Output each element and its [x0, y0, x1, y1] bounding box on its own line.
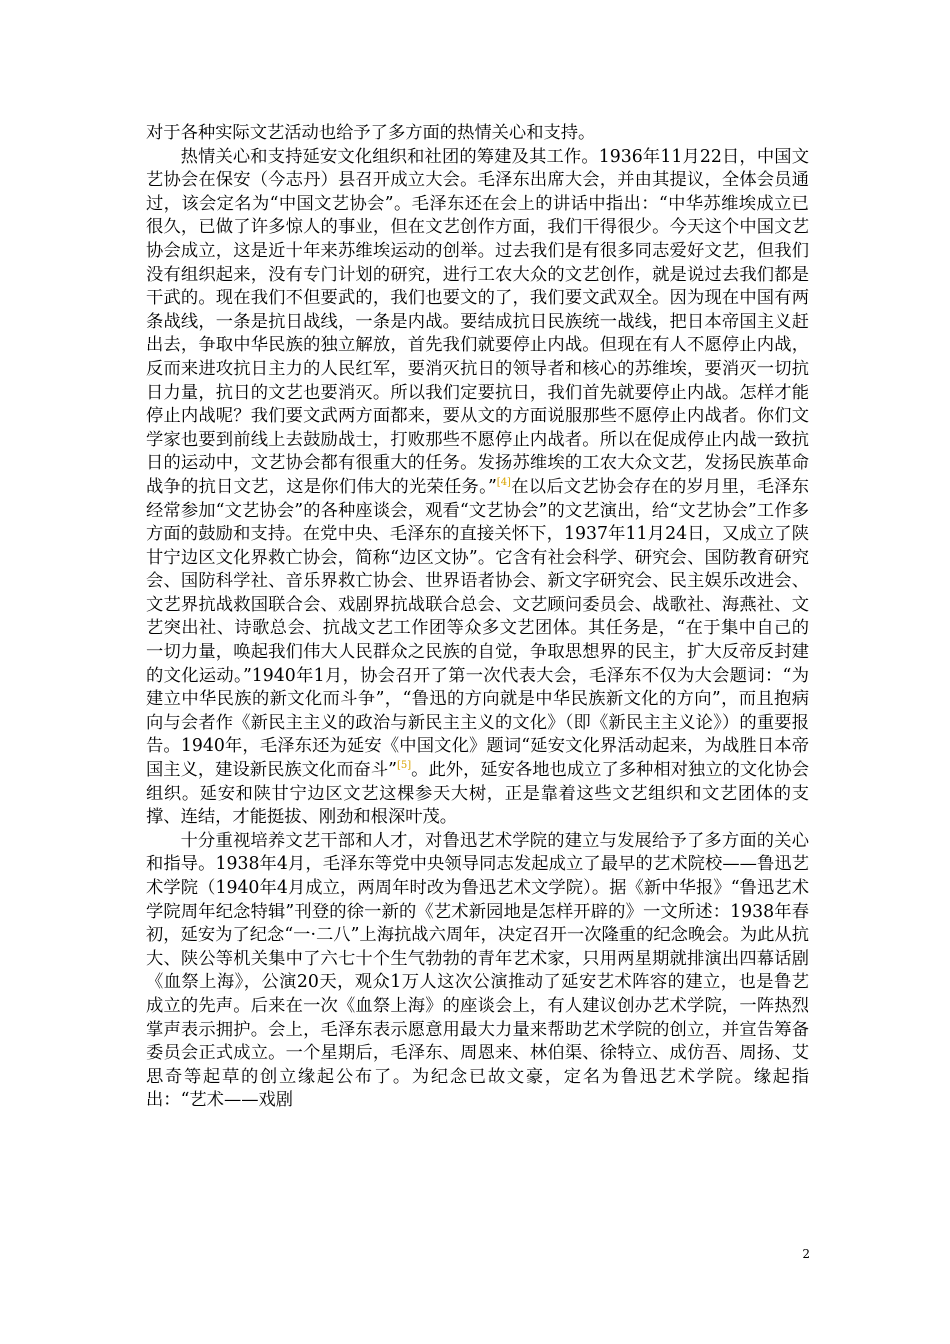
paragraph-text: 在以后文艺协会存在的岁月里，毛泽东经常参加“文艺协会”的各种座谈会，观看“文艺协会”的文艺演出，给“文艺协会”工作多方面的鼓励和支持。在党中央、毛泽东的直接关怀下，1937年11月24日，又成立了陕甘宁边区文化界救亡协会，简称“边区文协”。它含有社会科学、研究会、国防教育研究会、国防科学社、音乐界救亡协会、世界语者协会、新文字研究会、民主娱乐改进会、文艺界抗战救国联合会、戏剧界抗战联合总会、文艺顾问委员会、战歌社、海燕社、文艺突出社、诗歌总会、抗战文艺工作团等众多文艺团体。其任务是，“在于集中自己的一切力量，唤起我们伟大人民群众之民族的自觉，争取思想界的民主，扩大反帝反封建的文化运动。”1940年1月，协会召开了第一次代表大会，毛泽东不仅为大会题词：“为建立中华民族的新文化而斗争”，“鲁迅的方向就是中华民族新文化的方向”，而且抱病向与会者作《新民主主义的政治与新民主主义的文化》（即《新民主主义论》）的重要报告。1940年，毛泽东还为延安《中国文化》题词“延安文化界活动起来，为战胜日本帝国主义，建设新民族文化而奋斗”	[146, 476, 809, 781]
paragraph	[146, 122, 809, 146]
paragraph-text: 十分重视培养文艺干部和人才，对鲁迅艺术学院的建立与发展给予了多方面的关心和指导。1938年4月，毛泽东等党中央领导同志发起成立了最早的艺术院校——鲁迅艺术学院（1940年4月成立，两周年时改为鲁迅艺术文学院）。据《新中华报》“鲁迅艺术学院周年纪念特辑”刊登的徐一新的《艺术新园地是怎样开辟的》一文所述：1938年春初，延安为了纪念“一·二八”上海抗战六周年，决定召开一次隆重的纪念晚会。为此从抗大、陕公等机关集中了六七十个生气勃勃的青年艺术家，只用两星期就排演出四幕话剧《血祭上海》，公演20天，观众1万人这次公演推动了延安艺术阵容的建立，也是鲁艺成立的先声。后来在一次《血祭上海》的座谈会上，有人建议创办艺术学院，一阵热烈掌声表示拥护。会上，毛泽东表示愿意用最大力量来帮助艺术学院的创立，并宣告筹备委员会正式成立。一个星期后，毛泽东、周恩来、林伯渠、徐特立、成仿吾、周扬、艾思奇等起草的创立缘起公布了。为纪念已故文豪，定名为鲁迅艺术学院。缘起指出：“艺术——戏剧	[146, 830, 809, 1111]
body-text	[146, 122, 809, 1113]
citation-marker[interactable]: [5]	[397, 760, 412, 772]
paragraph-text: 对于各种实际文艺活动也给予了多方面的热情关心和支持。	[146, 123, 596, 143]
citation-marker[interactable]: [4]	[496, 477, 511, 489]
page-number: 2	[802, 1247, 810, 1261]
paragraph-text: 热情关心和支持延安文化组织和社团的筹建及其工作。1936年11月22日，中国文艺协会在保安（今志丹）县召开成立大会。毛泽东出席大会，并由其提议，全体会员通过，该会定名为“中国文艺协会”。毛泽东还在会上的讲话中指出：“中华苏维埃成立已很久，已做了许多惊人的事业，但在文艺创作方面，我们干得很少。今天这个中国文艺协会成立，这是近十年来苏维埃运动的创举。过去我们是有很多同志爱好文艺，但我们没有组织起来，没有专门计划的研究，进行工农大众的文艺创作，就是说过去我们都是干武的。现在我们不但要武的，我们也要文的了，我们要文武双全。因为现在中国有两条战线，一条是抗日战线，一条是内战。要结成抗日民族统一战线，把日本帝国主义赶出去，争取中华民族的独立解放，首先我们就要停止内战。但现在有人不愿停止内战，反而来进攻抗日主力的人民红军，要消灭抗日的领导者和核心的苏维埃，要消灭一切抗日力量，抗日的文艺也要消灭。所以我们定要抗日，我们首先就要停止内战。怎样才能停止内战呢？我们要文武两方面都来，要从文的方面说服那些不愿停止内战者。你们文学家也要到前线上去鼓励战士，打败那些不愿停止内战者。所以在促成停止内战一致抗日的运动中，文艺协会都有很重大的任务。发扬苏维埃的工农大众文艺，发扬民族革命战争的抗日文艺，这是你们伟大的光荣任务。”	[146, 146, 809, 497]
paragraph	[146, 830, 809, 1113]
paragraph-text: 。此外，延安各地也成立了多种相对独立的文化协会组织。延安和陕甘宁边区文艺这棵参天大树，正是靠着这些文艺组织和文艺团体的支撑、连结，才能挺拔、刚劲和根深叶茂。	[146, 760, 809, 828]
paragraph	[146, 146, 809, 830]
